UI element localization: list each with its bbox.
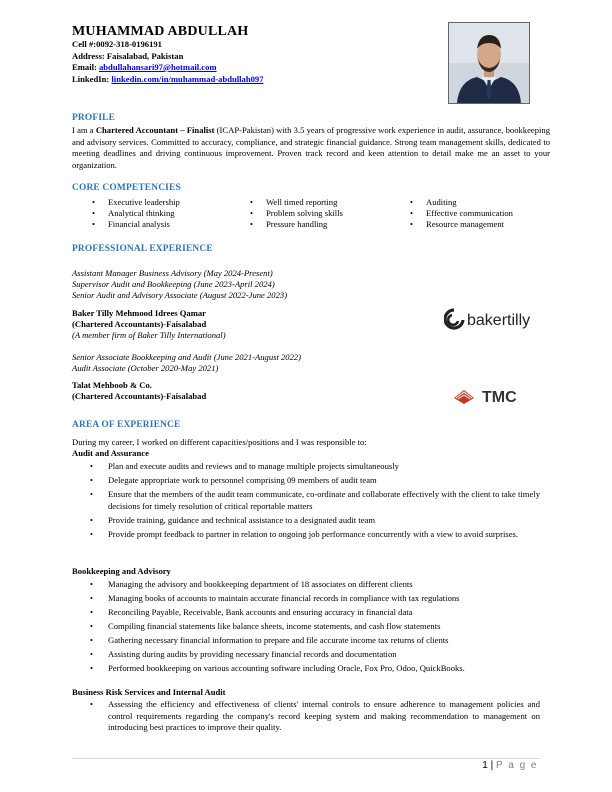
profile-photo [448, 22, 530, 104]
competency-item: • Resource management [404, 219, 513, 230]
firm-2-block [72, 380, 206, 402]
list-item: • Reconciling Payable, Receivable, Bank accounts and ensuring accuracy in financial data [90, 607, 540, 619]
competency-item: • Executive leadership [86, 197, 180, 208]
firm-1-note: (A member firm of Baker Tilly International) [72, 330, 226, 340]
competency-item: • Auditing [404, 197, 513, 208]
tmc-logo [452, 386, 548, 411]
profile-text: (ICAP-Pakistan) with 3.5 years of progressive work experience in audit, assurance, bookkeeping and advisory services. Committed to accuracy, compliance, and strategic financial guidance. Strong team management skills, dedicated to meeting deadlines and driving continuous improvement. Proven track record and keen attention to detail make me an asset to your organization. [72, 125, 551, 170]
audit-list [90, 461, 540, 543]
competency-item: • Pressure handling [244, 219, 343, 230]
bakertilly-logo [444, 307, 548, 336]
profile-intro: I am a [72, 125, 96, 135]
competencies-heading: CORE COMPETENCIES [72, 183, 181, 193]
list-item: • Compiling financial statements like balance sheets, income statements, and cash flow statements [90, 621, 540, 633]
bakertilly-logo-mark [444, 307, 548, 331]
list-item: • Managing books of accounts to maintain accurate financial records in compliance with tax regulations [90, 593, 540, 605]
bookkeeping-subheading: Bookkeeping and Advisory [72, 566, 171, 576]
role-title: Supervisor Audit and Bookkeeping (June 2023-April 2024) [72, 279, 275, 289]
bookkeeping-list [90, 579, 540, 677]
area-heading: AREA OF EXPERIENCE [72, 420, 181, 430]
roles-group-1 [72, 268, 287, 301]
list-item: • Assisting during audits by providing necessary financial records and documentation [90, 649, 540, 661]
competency-item: • Effective communication [404, 208, 513, 219]
area-intro: During my career, I worked on different capacities/positions and I was responsible to: [72, 437, 367, 447]
email-link[interactable]: abdullahansari97@hotmail.com [98, 62, 217, 72]
page-footer [482, 760, 538, 771]
email-line [72, 62, 264, 74]
firm-1-type: (Chartered Accountants)-Faisalabad [72, 319, 207, 329]
bakertilly-logo-text: bakertilly [467, 312, 531, 329]
list-item: • Delegate appropriate work to personnel comprising 09 members of audit team [90, 475, 540, 487]
tmc-logo-mark [452, 386, 548, 406]
role-title: Assistant Manager Business Advisory (May 2024-Present) [72, 268, 273, 278]
linkedin-link[interactable]: linkedin.com/in/muhammad-abdullah097 [111, 73, 264, 84]
profile-designation: Chartered Accountant – Finalist [95, 125, 215, 135]
role-title: Audit Associate (October 2020-May 2021) [72, 363, 219, 373]
list-item: • Managing the advisory and bookkeeping department of 18 associates on different clients [90, 579, 540, 591]
competencies-column-2 [244, 197, 343, 230]
competency-item: • Analytical thinking [86, 208, 180, 219]
list-item: • Assessing the efficiency and effectiveness of clients' internal controls to ensure adherence to management policies and control requirements regarding the company's record keeping system and making recommendation to management on introducing best practices to improve their quality. [90, 699, 540, 734]
address: Address: Faisalabad, Pakistan [72, 50, 184, 61]
risk-list [90, 699, 540, 736]
page-label: P a g e [495, 760, 538, 771]
list-item: • Ensure that the members of the audit team communicate, co-ordinate and collaborate effectively with the client to take timely decisions for timely resolution of critical reportable matters [90, 489, 540, 512]
footer-divider [72, 758, 540, 759]
profile-heading: PROFILE [72, 113, 116, 123]
list-item: • Provide prompt feedback to partner in relation to ongoing job performance concurrently with a view to avoid surprises. [90, 529, 540, 541]
page-number: 1 [482, 760, 488, 771]
role-title: Senior Audit and Advisory Associate (August 2022-June 2023) [72, 290, 288, 300]
profile-paragraph [72, 125, 550, 171]
firm-2-name: Talat Mehboob & Co. [72, 380, 152, 390]
competencies-column-3 [404, 197, 513, 230]
firm-2-type: (Chartered Accountants)-Faisalabad [72, 391, 207, 401]
profile-photo-illustration [449, 23, 529, 103]
linkedin-line [72, 74, 264, 86]
competencies-column-1 [86, 197, 180, 230]
role-title: Senior Associate Bookkeeping and Audit (June 2021-August 2022) [72, 352, 302, 362]
competency-item: • Problem solving skills [244, 208, 343, 219]
list-item: • Gathering necessary financial information to prepare and file accurate income tax returns of clients [90, 635, 540, 647]
competency-item: • Financial analysis [86, 219, 180, 230]
contact-block [72, 39, 264, 85]
tmc-logo-text: TMC [482, 389, 517, 406]
cell-number: Cell #:0092-318-0196191 [72, 39, 162, 49]
page-separator: | [490, 760, 494, 771]
firm-1-name: Baker Tilly Mehmood Idrees Qamar [72, 308, 206, 318]
list-item: • Performed bookkeeping on various accounting software including Oracle, Fox Pro, Odoo, QuickBooks. [90, 663, 540, 675]
risk-subheading: Business Risk Services and Internal Audit [72, 687, 226, 697]
candidate-name: MUHAMMAD ABDULLAH [72, 24, 249, 39]
audit-subheading: Audit and Assurance [72, 448, 149, 458]
roles-group-2 [72, 352, 301, 374]
firm-1-block [72, 308, 226, 341]
linkedin-label: LinkedIn: [72, 73, 110, 84]
email-label: Email: [72, 62, 97, 72]
list-item: • Provide training, guidance and technical assistance to a designated audit team [90, 515, 540, 527]
competency-item: • Well timed reporting [244, 197, 343, 208]
list-item: • Plan and execute audits and reviews and to manage multiple projects simultaneously [90, 461, 540, 473]
experience-heading: PROFESSIONAL EXPERIENCE [72, 244, 213, 254]
